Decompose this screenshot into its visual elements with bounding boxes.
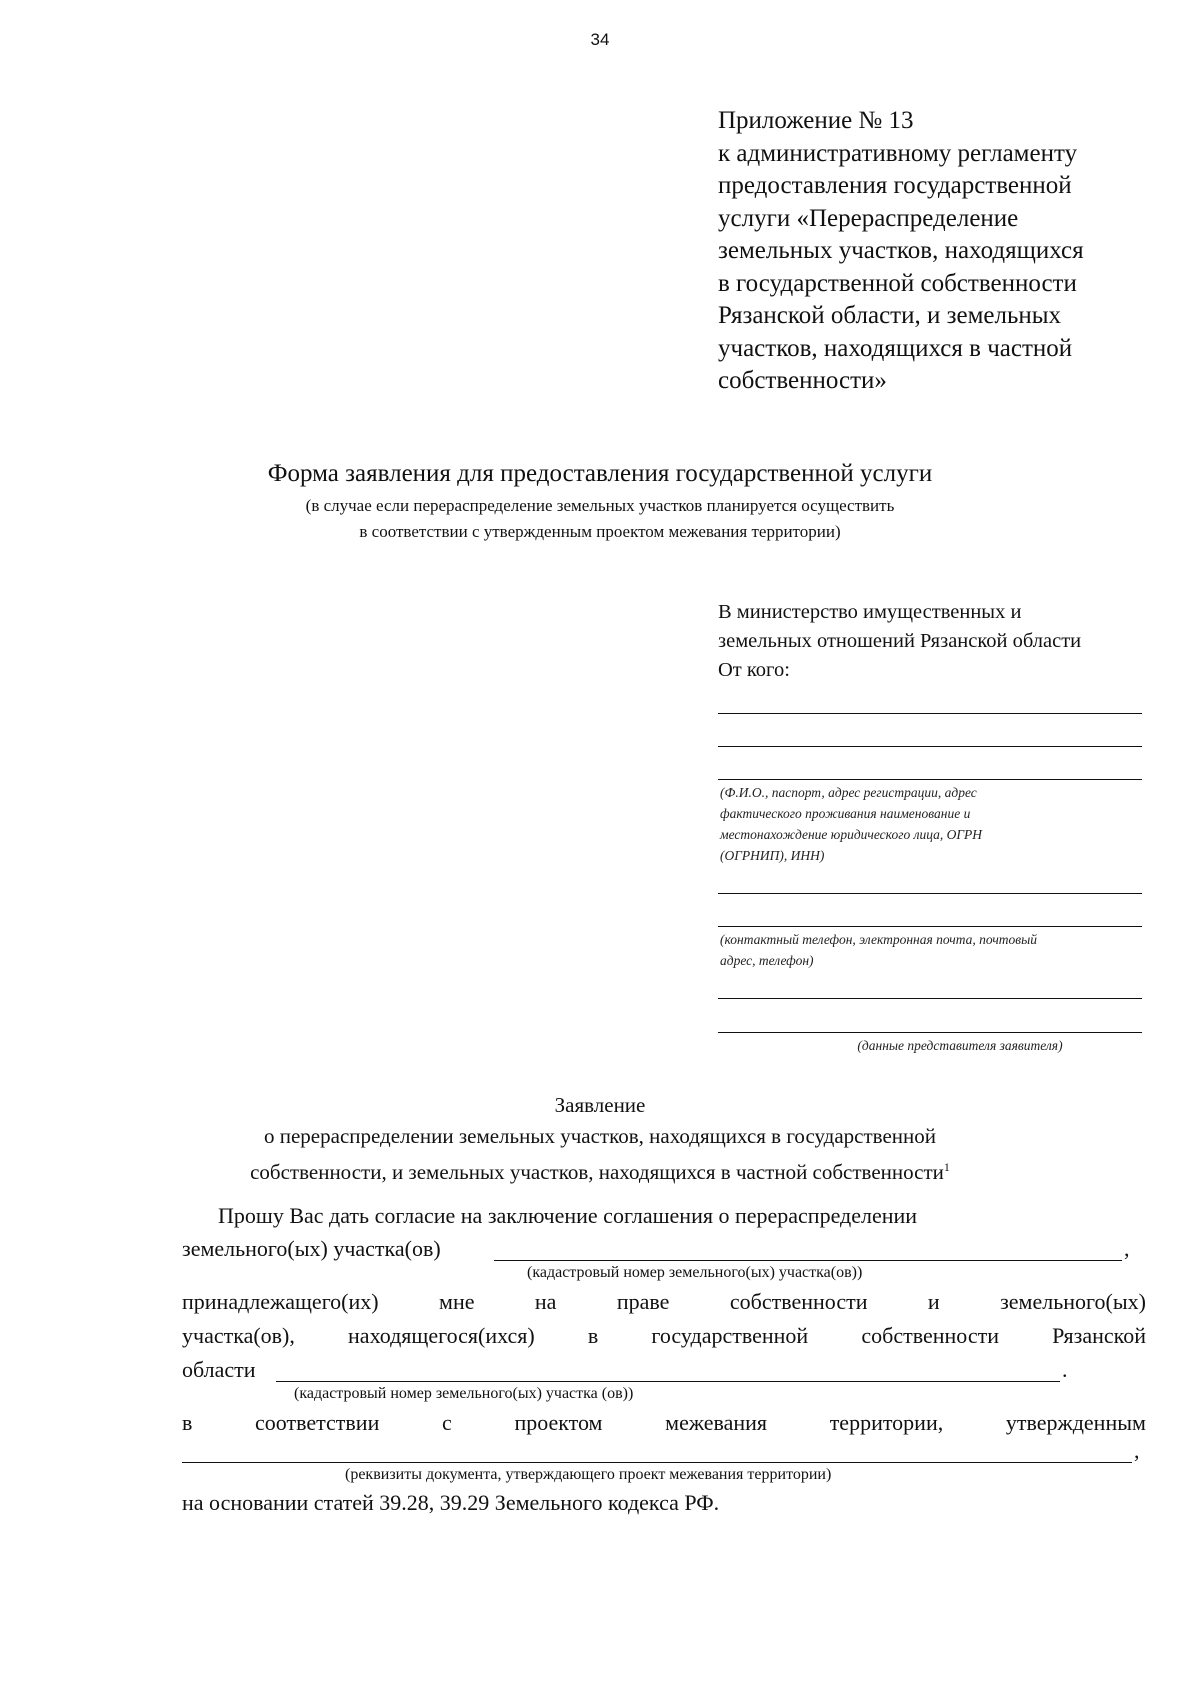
word: на — [534, 1289, 557, 1314]
plan-document-caption: (реквизиты документа, утверждающего проект межевания территории) — [345, 1466, 832, 1483]
word: в — [587, 1323, 599, 1348]
addressee-line: В министерство имущественных и — [718, 601, 1022, 623]
word: мне — [439, 1289, 475, 1314]
form-subtitle — [0, 493, 1200, 545]
body-line-3 — [182, 1289, 1146, 1315]
word: межевания — [665, 1410, 768, 1435]
word: участка(ов), — [182, 1323, 295, 1348]
cadastral-number-input-2[interactable] — [276, 1381, 1060, 1382]
word: Рязанской — [1052, 1323, 1146, 1348]
application-subtitle-text: собственности, и земельных участков, находящихся в частной собственности — [250, 1160, 944, 1184]
appendix-line: Рязанской области, и земельных — [718, 302, 1062, 329]
cadastral-caption-2: (кадастровый номер земельного(ых) участка (ов)) — [294, 1385, 634, 1402]
body-line-1: Прошу Вас дать согласие на заключение соглашения о перераспределении — [218, 1203, 918, 1228]
appendix-line: в государственной собственности — [718, 269, 1077, 297]
body-line-2-prefix: земельного(ых) участка(ов) — [182, 1236, 441, 1261]
footnote-mark: 1 — [943, 1160, 950, 1174]
word: праве — [616, 1289, 670, 1314]
word: собственности — [861, 1323, 999, 1348]
appendix-line: Приложение № 13 — [718, 107, 914, 134]
addressee-block — [718, 598, 1081, 685]
hint-line: (Ф.И.О., паспорт, адрес регистрации, адрес — [720, 785, 977, 800]
body-line-4 — [182, 1323, 1146, 1349]
contacts-input-line[interactable] — [718, 926, 1142, 927]
appendix-line: услуги «Перераспределение — [718, 204, 1019, 232]
appendix-line: к административному регламенту — [718, 139, 1078, 167]
word: соответствии — [255, 1410, 380, 1435]
word: находящегося(ихся) — [348, 1323, 535, 1348]
plan-document-input[interactable] — [182, 1462, 1132, 1463]
contacts-input-line[interactable] — [718, 893, 1142, 894]
appendix-line: земельных участков, находящихся — [718, 237, 1084, 264]
word: территории, — [829, 1410, 944, 1435]
hint-line: адрес, телефон) — [720, 953, 814, 968]
appendix-header — [718, 105, 1178, 398]
applicant-input-line[interactable] — [718, 779, 1142, 780]
application-heading: Заявление — [554, 1093, 646, 1117]
hint-line: местонахождение юридического лица, ОГРН — [720, 827, 983, 842]
period: . — [1062, 1357, 1068, 1382]
addressee-from-label: От кого: — [718, 659, 790, 681]
word: проектом — [514, 1410, 603, 1435]
cadastral-number-input-1[interactable] — [494, 1260, 1122, 1261]
representative-input-line[interactable] — [718, 998, 1142, 999]
hint-line: (ОГРНИП), ИНН) — [720, 848, 825, 863]
application-subtitle-line — [0, 1152, 1200, 1188]
applicant-input-line[interactable] — [718, 746, 1142, 747]
comma: , — [1134, 1438, 1140, 1463]
representative-input-line[interactable] — [718, 1032, 1142, 1033]
body-line-6 — [182, 1410, 1146, 1436]
word: и — [927, 1289, 940, 1314]
applicant-input-line[interactable] — [718, 713, 1142, 714]
cadastral-caption-1: (кадастровый номер земельного(ых) участка(ов)) — [527, 1264, 863, 1281]
word: принадлежащего(их) — [182, 1289, 379, 1314]
page-number: 34 — [590, 30, 610, 49]
addressee-line: земельных отношений Рязанской области — [718, 630, 1082, 652]
word: земельного(ых) — [1000, 1289, 1146, 1314]
body-last-line: на основании статей 39.28, 39.29 Земельного кодекса РФ. — [182, 1490, 720, 1515]
applicant-hint — [720, 782, 982, 866]
contacts-hint — [720, 929, 1037, 971]
word: собственности — [729, 1289, 868, 1314]
application-title — [0, 1090, 1200, 1188]
comma: , — [1124, 1236, 1130, 1261]
form-subtitle-line: (в случае если перераспределение земельных участков планируется осуществить — [305, 496, 895, 515]
word: в — [182, 1410, 193, 1435]
word: утвержденным — [1005, 1410, 1146, 1435]
word: государственной — [651, 1323, 809, 1348]
form-subtitle-line: в соответствии с утвержденным проектом межевания территории) — [359, 522, 841, 541]
appendix-line: собственности» — [718, 367, 887, 394]
word: с — [442, 1410, 452, 1435]
appendix-line: предоставления государственной — [718, 172, 1072, 199]
hint-line: (контактный телефон, электронная почта, почтовый — [720, 932, 1038, 947]
representative-hint: (данные представителя заявителя) — [857, 1038, 1063, 1053]
appendix-line: участков, находящихся в частной — [718, 334, 1073, 362]
hint-line: фактического проживания наименование и — [720, 806, 971, 821]
body-line-5-prefix: области — [182, 1357, 256, 1382]
application-subtitle-line: о перераспределении земельных участков, находящихся в государственной — [264, 1124, 936, 1148]
form-title: Форма заявления для предоставления государственной услуги — [267, 460, 933, 487]
